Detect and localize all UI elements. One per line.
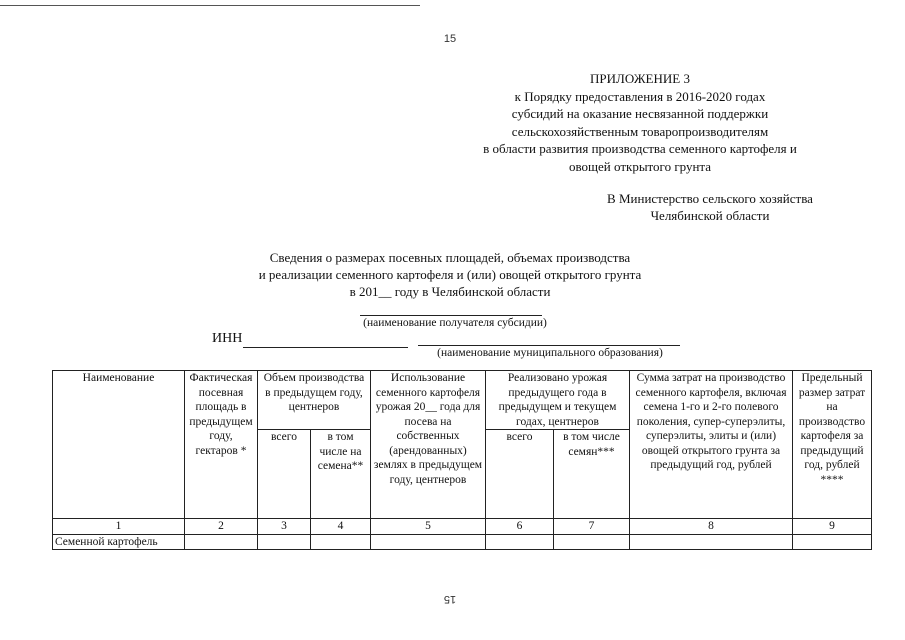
municipality-caption: (наименование муниципального образования) <box>437 347 663 359</box>
table-cell[interactable] <box>793 534 872 550</box>
appendix-line: сельскохозяйственным товаропроизводителям <box>511 123 769 139</box>
data-table <box>52 370 872 550</box>
addressee-block <box>560 190 860 224</box>
inn-label: ИНН <box>212 331 243 346</box>
recipient-caption: (наименование получателя субсидии) <box>363 317 547 329</box>
header-volume-total: всего <box>258 430 311 519</box>
column-number: 9 <box>793 519 872 535</box>
recipient-name-field[interactable] <box>360 315 542 316</box>
table-row <box>53 534 872 550</box>
municipality-field[interactable] <box>418 345 680 346</box>
table-cell[interactable] <box>371 534 486 550</box>
header-row <box>53 371 872 430</box>
table-cell[interactable] <box>554 534 630 550</box>
column-number: 1 <box>53 519 185 535</box>
appendix-line: субсидий на оказание несвязанной поддержки <box>511 106 769 121</box>
appendix-line: овощей открытого грунта <box>568 158 712 174</box>
header-costs: Сумма затрат на производство семенного картофеля, включая семена 1-го и 2-го полевого поколения, супер-суперэлиты, суперэлиты, элиты и (или) овощей открытого грунта за предыдущий год, рублей <box>630 371 793 519</box>
table-cell[interactable] <box>311 534 371 550</box>
table-cell[interactable] <box>486 534 554 550</box>
column-number: 8 <box>630 519 793 535</box>
appendix-line: к Порядку предоставления в 2016-2020 годах <box>514 88 766 104</box>
header-area: Фактическая посевная площадь в предыдущем году, гектаров * <box>185 371 258 519</box>
column-number: 4 <box>311 519 371 535</box>
top-rule <box>0 5 420 6</box>
table-cell[interactable] <box>258 534 311 550</box>
column-number: 7 <box>554 519 630 535</box>
document-title <box>160 249 740 300</box>
header-volume-group: Объем производства в предыдущем году, центнеров <box>258 371 371 430</box>
header-usage: Использование семенного картофеля урожая 20__ года для посева на собственных (арендованных) землях в предыдущем году, центнеров <box>371 371 486 519</box>
inn-field[interactable] <box>243 347 408 348</box>
table-cell[interactable] <box>185 534 258 550</box>
table-cell[interactable] <box>630 534 793 550</box>
page-number-mirrored: 15 <box>443 593 457 605</box>
appendix-block <box>440 70 840 175</box>
column-number: 6 <box>486 519 554 535</box>
appendix-line: в области развития производства семенного картофеля и <box>483 141 797 156</box>
column-number-row <box>53 519 872 535</box>
column-number: 5 <box>371 519 486 535</box>
title-line: Сведения о размерах посевных площадей, объемах производства <box>269 250 631 265</box>
page-number: 15 <box>443 33 457 45</box>
column-number: 2 <box>185 519 258 535</box>
header-sold-seeds: в том числе семян*** <box>554 430 630 519</box>
title-line: в 201__ году в Челябинской области <box>349 284 551 299</box>
header-sold-group: Реализовано урожая предыдущего года в предыдущем и текущем годах, центнеров <box>486 371 630 430</box>
row-name: Семенной картофель <box>53 534 185 550</box>
header-volume-seeds: в том числе на семена** <box>311 430 371 519</box>
header-sold-total: всего <box>486 430 554 519</box>
addressee-line: В Министерство сельского хозяйства <box>607 191 813 206</box>
header-name: Наименование <box>53 371 185 519</box>
appendix-heading: ПРИЛОЖЕНИЕ 3 <box>590 71 690 86</box>
title-line: и реализации семенного картофеля и (или) овощей открытого грунта <box>258 267 642 282</box>
header-limit: Предельный размер затрат на производство картофеля за предыдущий год, рублей **** <box>793 371 872 519</box>
column-number: 3 <box>258 519 311 535</box>
addressee-line: Челябинской области <box>650 208 770 223</box>
